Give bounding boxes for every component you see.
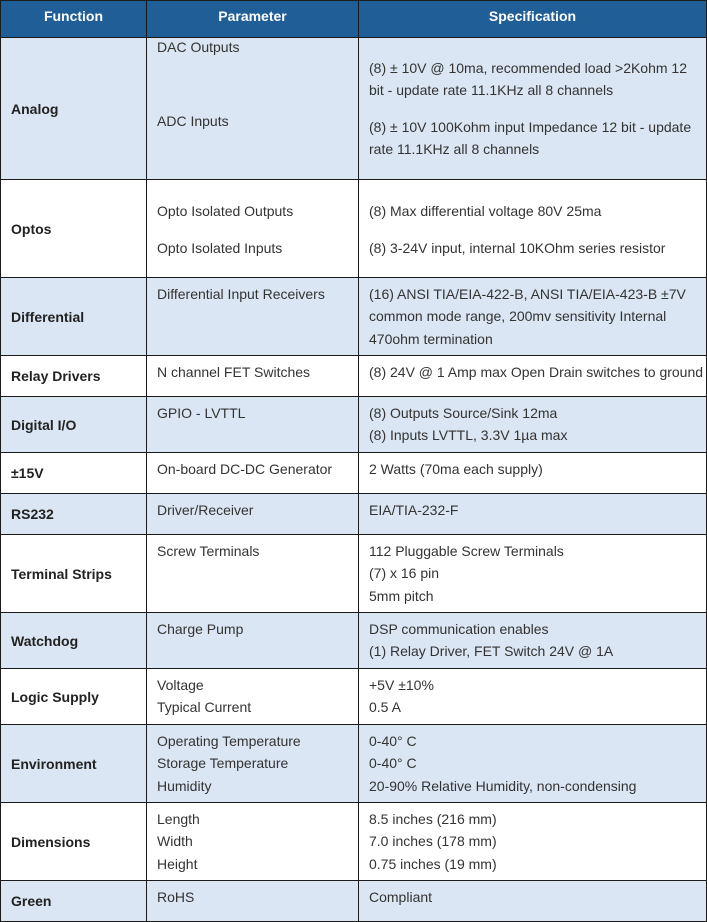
parameter-line: ADC Inputs: [157, 113, 229, 130]
specification-line: 0-40° C: [369, 755, 417, 772]
table-header-row: [1, 1, 707, 38]
parameter-cell: [147, 613, 359, 669]
parameter-line: RoHS: [157, 889, 195, 905]
specification-line: 8.5 inches (216 mm): [369, 811, 497, 827]
function-cell: Dimensions: [1, 803, 147, 881]
table-row: [1, 38, 707, 180]
parameter-line: Driver/Receiver: [157, 502, 254, 518]
specification-line: EIA/TIA-232-F: [369, 502, 459, 518]
parameter-cell: [147, 725, 359, 803]
function-cell: Watchdog: [1, 613, 147, 669]
table-row: [1, 356, 707, 397]
specification-line: (8) ± 10V @ 10ma, recommended load >2Kohm 12 bit - update rate 11.1KHz all 8 channels: [369, 60, 688, 99]
parameter-line: Humidity: [157, 777, 212, 794]
function-cell: Environment: [1, 725, 147, 803]
parameter-cell: [147, 669, 359, 725]
specification-line: (8) 24V @ 1 Amp max Open Drain switches to ground: [369, 364, 704, 380]
specification-line: (8) ± 10V 100Kohm input Impedance 12 bit - update rate 11.1KHz all 8 channels: [369, 118, 692, 158]
specification-cell: [359, 356, 707, 397]
function-cell: Optos: [1, 180, 147, 278]
function-cell: RS232: [1, 494, 147, 535]
parameter-line: Operating Temperature: [157, 733, 301, 749]
parameter-line: Differential Input Receivers: [157, 286, 325, 302]
table-row: [1, 613, 707, 669]
parameter-line: N channel FET Switches: [157, 364, 311, 380]
specification-line: DSP communication enables: [369, 621, 549, 637]
parameter-line: Height: [157, 855, 198, 872]
parameter-line: Screw Terminals: [157, 543, 260, 559]
specification-cell: [359, 38, 707, 180]
specification-line: 0.5 A: [369, 699, 401, 716]
specification-cell: [359, 494, 707, 535]
parameter-line: On-board DC-DC Generator: [157, 461, 333, 477]
specification-cell: [359, 453, 707, 494]
table-row: [1, 881, 707, 922]
function-cell: Analog: [1, 38, 147, 180]
parameter-line: Length: [157, 811, 200, 827]
function-cell: Relay Drivers: [1, 356, 147, 397]
parameter-line: GPIO - LVTTL: [157, 405, 246, 421]
specification-line: 0.75 inches (19 mm): [369, 855, 497, 872]
specification-line: 0-40° C: [369, 733, 417, 749]
parameter-line: Opto Isolated Outputs: [157, 203, 294, 219]
parameter-cell: [147, 535, 359, 613]
parameter-cell: [147, 881, 359, 922]
header-function: Function: [1, 1, 147, 38]
specification-line: (16) ANSI TIA/EIA-422-B, ANSI TIA/EIA-423-B ±7V common mode range, 200mv sensitivity Internal 470ohm termination: [369, 286, 686, 347]
specification-cell: [359, 397, 707, 453]
table-row: [1, 180, 707, 278]
parameter-cell: [147, 453, 359, 494]
parameter-line: Opto Isolated Inputs: [157, 240, 283, 257]
specification-line: (8) 3-24V input, internal 10KOhm series resistor: [369, 240, 666, 257]
specification-line: (7) x 16 pin: [369, 565, 440, 582]
table-row: [1, 535, 707, 613]
parameter-cell: [147, 494, 359, 535]
table-row: [1, 278, 707, 356]
specification-line: (8) Max differential voltage 80V 25ma: [369, 203, 602, 219]
table-row: [1, 397, 707, 453]
parameter-line: Voltage: [157, 677, 204, 693]
parameter-cell: [147, 803, 359, 881]
parameter-cell: [147, 356, 359, 397]
specification-line: (1) Relay Driver, FET Switch 24V @ 1A: [369, 643, 614, 660]
specification-line: 5mm pitch: [369, 587, 434, 604]
function-cell: Digital I/O: [1, 397, 147, 453]
specification-cell: [359, 613, 707, 669]
parameter-line: Width: [157, 833, 193, 850]
parameter-cell: [147, 180, 359, 278]
specification-cell: [359, 881, 707, 922]
parameter-cell: [147, 278, 359, 356]
specification-line: +5V ±10%: [369, 677, 434, 693]
specification-line: (8) Inputs LVTTL, 3.3V 1µa max: [369, 427, 568, 444]
function-cell: Differential: [1, 278, 147, 356]
specification-cell: [359, 803, 707, 881]
table-row: [1, 725, 707, 803]
table-row: [1, 494, 707, 535]
parameter-line: Typical Current: [157, 699, 252, 716]
header-parameter: Parameter: [147, 1, 359, 38]
specification-line: 112 Pluggable Screw Terminals: [369, 543, 564, 559]
specification-cell: [359, 535, 707, 613]
specification-cell: [359, 180, 707, 278]
parameter-line: DAC Outputs: [157, 39, 240, 55]
specification-line: 20-90% Relative Humidity, non-condensing: [369, 777, 637, 794]
header-specification: Specification: [359, 1, 707, 38]
table-row: [1, 669, 707, 725]
specification-cell: [359, 725, 707, 803]
table-row: [1, 453, 707, 494]
specification-cell: [359, 669, 707, 725]
specification-line: Compliant: [369, 889, 433, 905]
specification-cell: [359, 278, 707, 356]
parameter-line: Charge Pump: [157, 621, 244, 637]
function-cell: Green: [1, 881, 147, 922]
parameter-cell: [147, 38, 359, 180]
specification-line: 2 Watts (70ma each supply): [369, 461, 543, 477]
parameter-line: Storage Temperature: [157, 755, 289, 772]
table-row: [1, 803, 707, 881]
function-cell: Logic Supply: [1, 669, 147, 725]
specification-line: 7.0 inches (178 mm): [369, 833, 497, 850]
parameter-cell: [147, 397, 359, 453]
function-cell: ±15V: [1, 453, 147, 494]
specification-line: (8) Outputs Source/Sink 12ma: [369, 405, 558, 421]
function-cell: Terminal Strips: [1, 535, 147, 613]
